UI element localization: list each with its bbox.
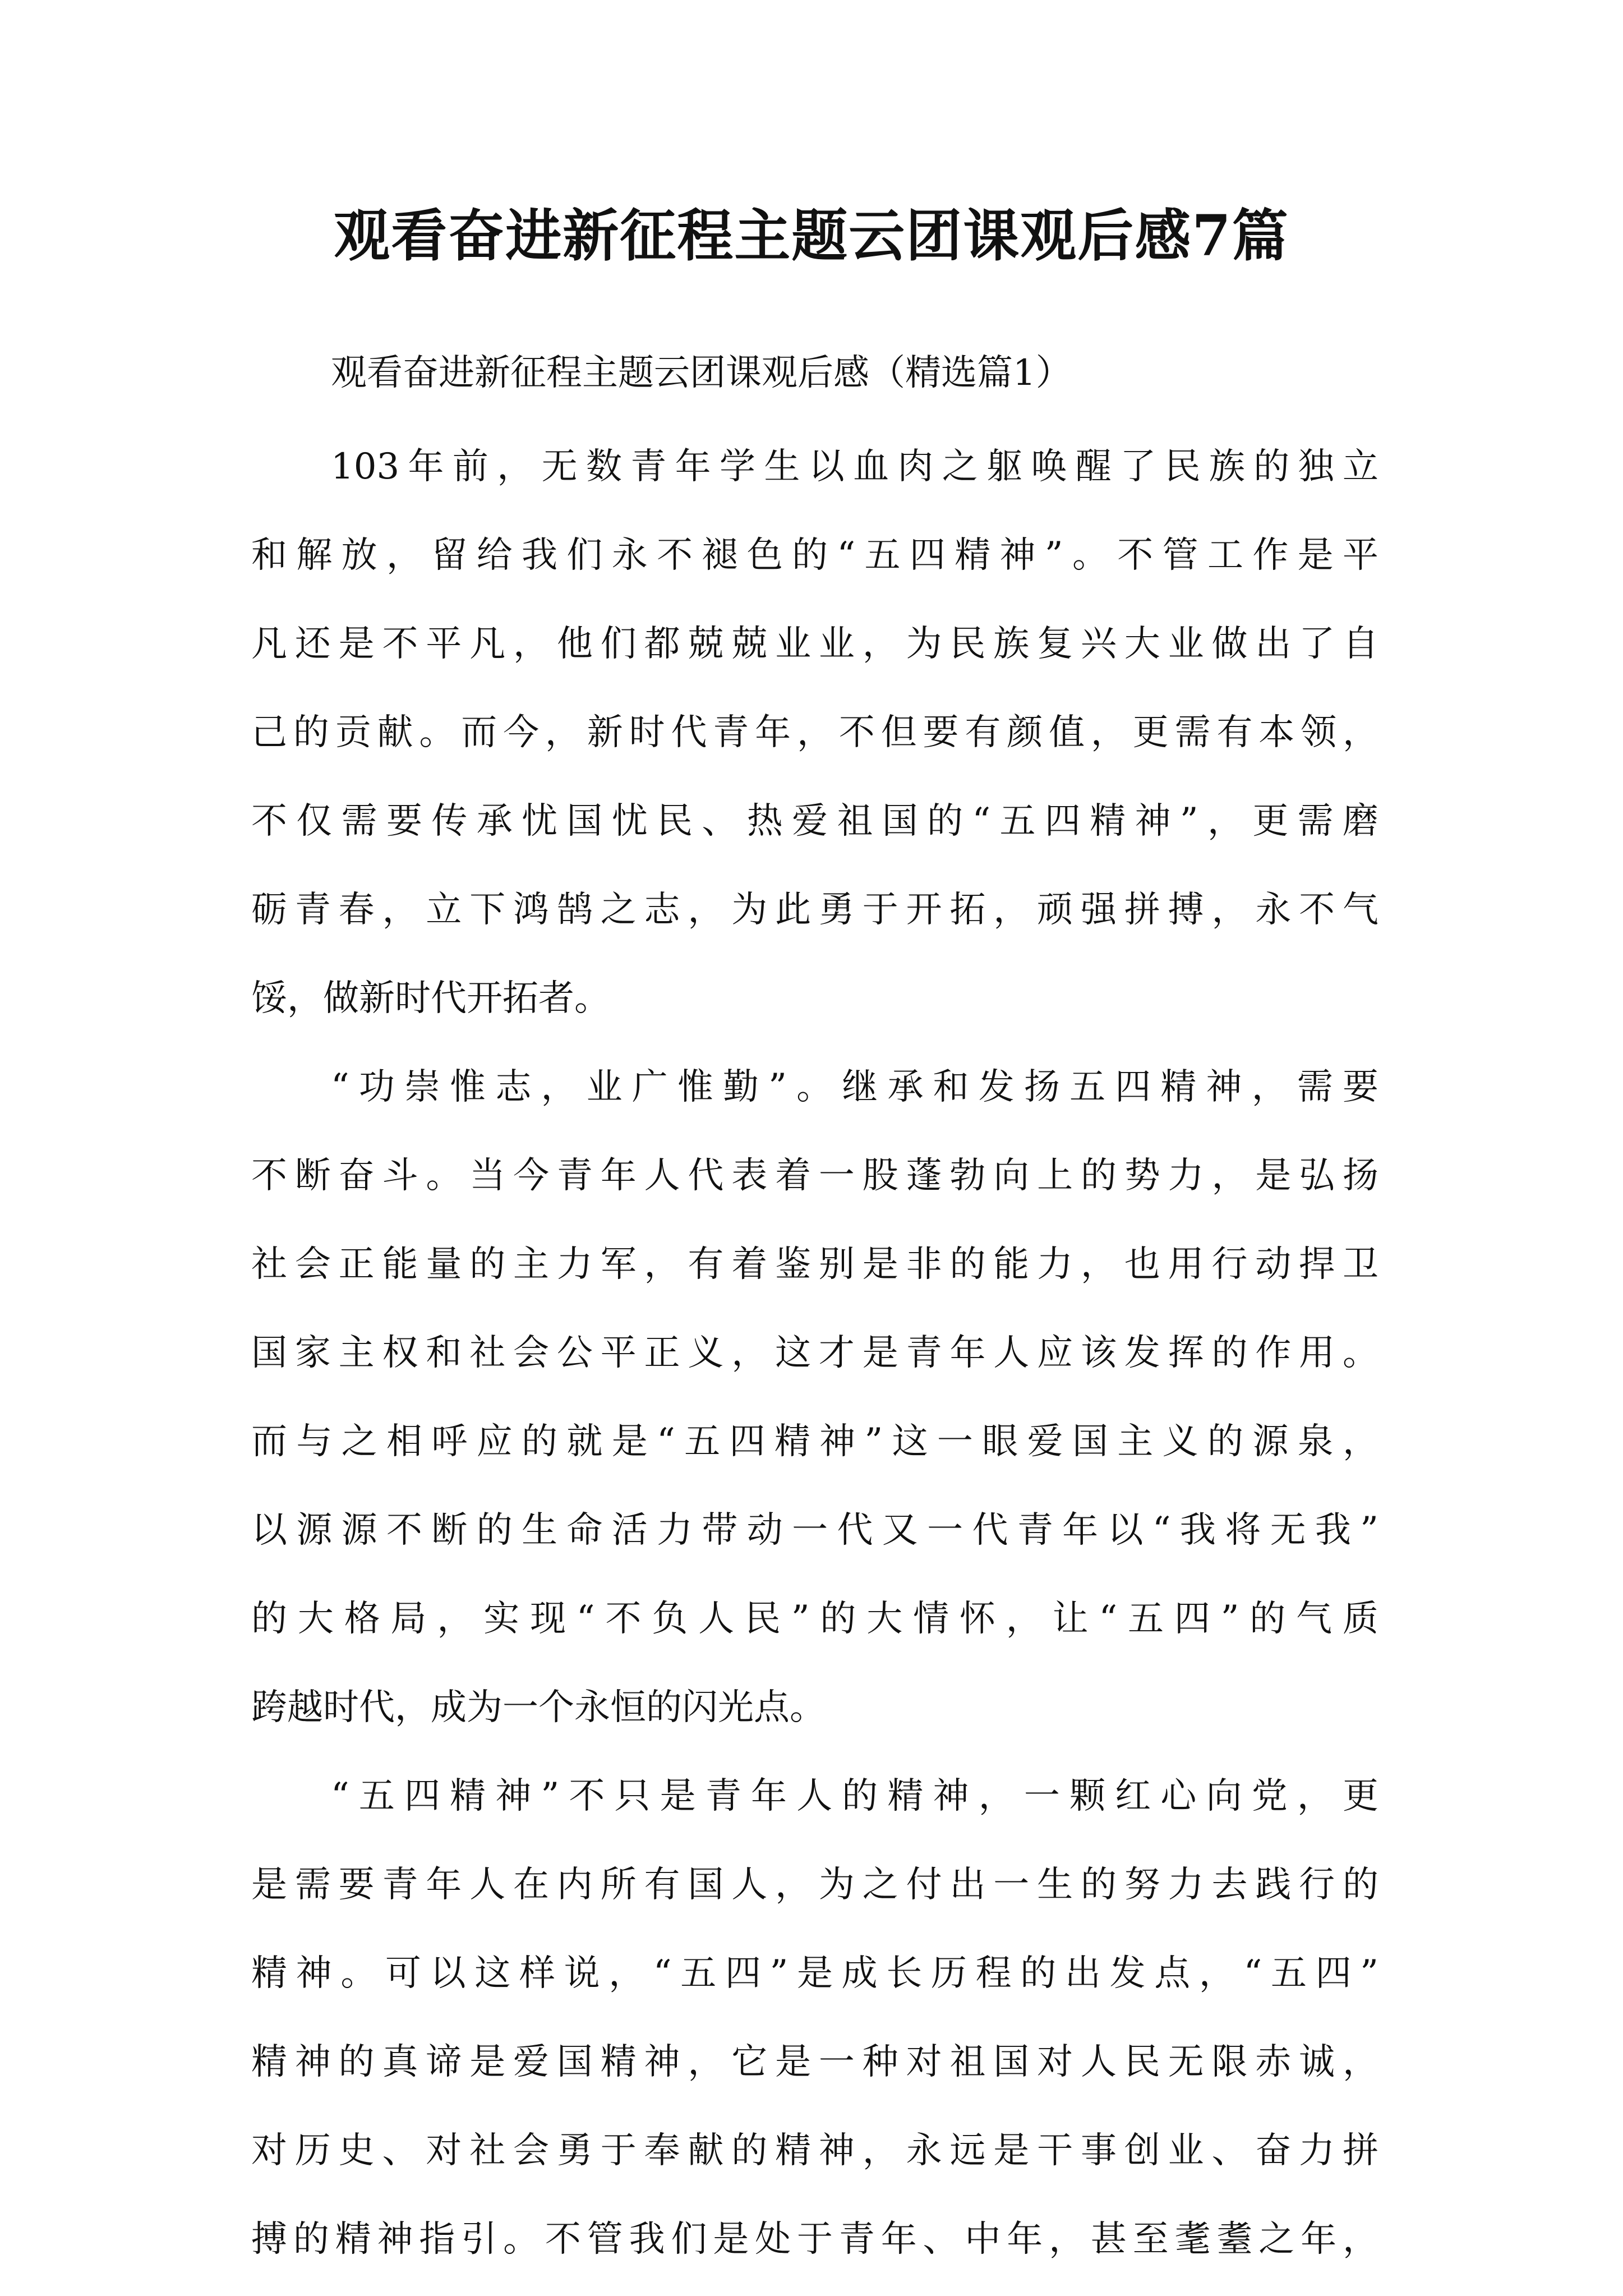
paragraph-3-line-3: 精神。可以这样说，“五四”是成长历程的出发点，“五四” xyxy=(251,1953,1378,1994)
paragraph-2-line-8: 跨越时代，成为一个永恒的闪光点。 xyxy=(251,1687,826,1728)
paragraph-1-line-5: 不仅需要传承忧国忧民、热爱祖国的“五四精神”，更需磨 xyxy=(251,800,1378,842)
paragraph-2-line-4: 国家主权和社会公平正义，这才是青年人应该发挥的作用。 xyxy=(251,1332,1378,1374)
document-title: 观看奋进新征程主题云团课观后感7篇 xyxy=(334,203,1289,269)
paragraph-3-line-2: 是需要青年人在内所有国人，为之付出一生的努力去践行的 xyxy=(251,1864,1378,1906)
section-heading: 观看奋进新征程主题云团课观后感（精选篇1） xyxy=(331,352,1072,394)
paragraph-1-line-4: 己的贡献。而今，新时代青年，不但要有颜值，更需有本领， xyxy=(251,712,1378,753)
paragraph-3-line-4: 精神的真谛是爱国精神，它是一种对祖国对人民无限赤诚， xyxy=(251,2041,1378,2083)
paragraph-2-line-2: 不断奋斗。当今青年人代表着一股蓬勃向上的势力，是弘扬 xyxy=(251,1155,1378,1197)
paragraph-3-line-1: “五四精神”不只是青年人的精神，一颗红心向党，更 xyxy=(331,1775,1378,1817)
paragraph-2-line-3: 社会正能量的主力军，有着鉴别是非的能力，也用行动捍卫 xyxy=(251,1244,1378,1285)
paragraph-2-line-7: 的大格局，实现“不负人民”的大情怀，让“五四”的气质 xyxy=(251,1598,1378,1640)
paragraph-2-line-5: 而与之相呼应的就是“五四精神”这一眼爱国主义的源泉， xyxy=(251,1421,1378,1462)
paragraph-1-line-6: 砺青春，立下鸿鹄之志，为此勇于开拓，顽强拼搏，永不气 xyxy=(251,889,1378,931)
paragraph-1-line-7: 馁，做新时代开拓者。 xyxy=(251,978,610,1019)
paragraph-2-line-6: 以源源不断的生命活力带动一代又一代青年以“我将无我” xyxy=(251,1510,1378,1551)
paragraph-1-line-1: 103年前，无数青年学生以血肉之躯唤醒了民族的独立 xyxy=(331,446,1378,487)
paragraph-3-line-5: 对历史、对社会勇于奉献的精神，永远是干事创业、奋力拼 xyxy=(251,2130,1378,2171)
paragraph-3-line-6: 搏的精神指引。不管我们是处于青年、中年，甚至耄耋之年， xyxy=(251,2219,1378,2260)
paragraph-1-line-3: 凡还是不平凡，他们都兢兢业业，为民族复兴大业做出了自 xyxy=(251,623,1378,665)
paragraph-1-line-2: 和解放，留给我们永不褪色的“五四精神”。不管工作是平 xyxy=(251,535,1378,576)
paragraph-2-line-1: “功崇惟志，业广惟勤”。继承和发扬五四精神，需要 xyxy=(331,1066,1378,1108)
